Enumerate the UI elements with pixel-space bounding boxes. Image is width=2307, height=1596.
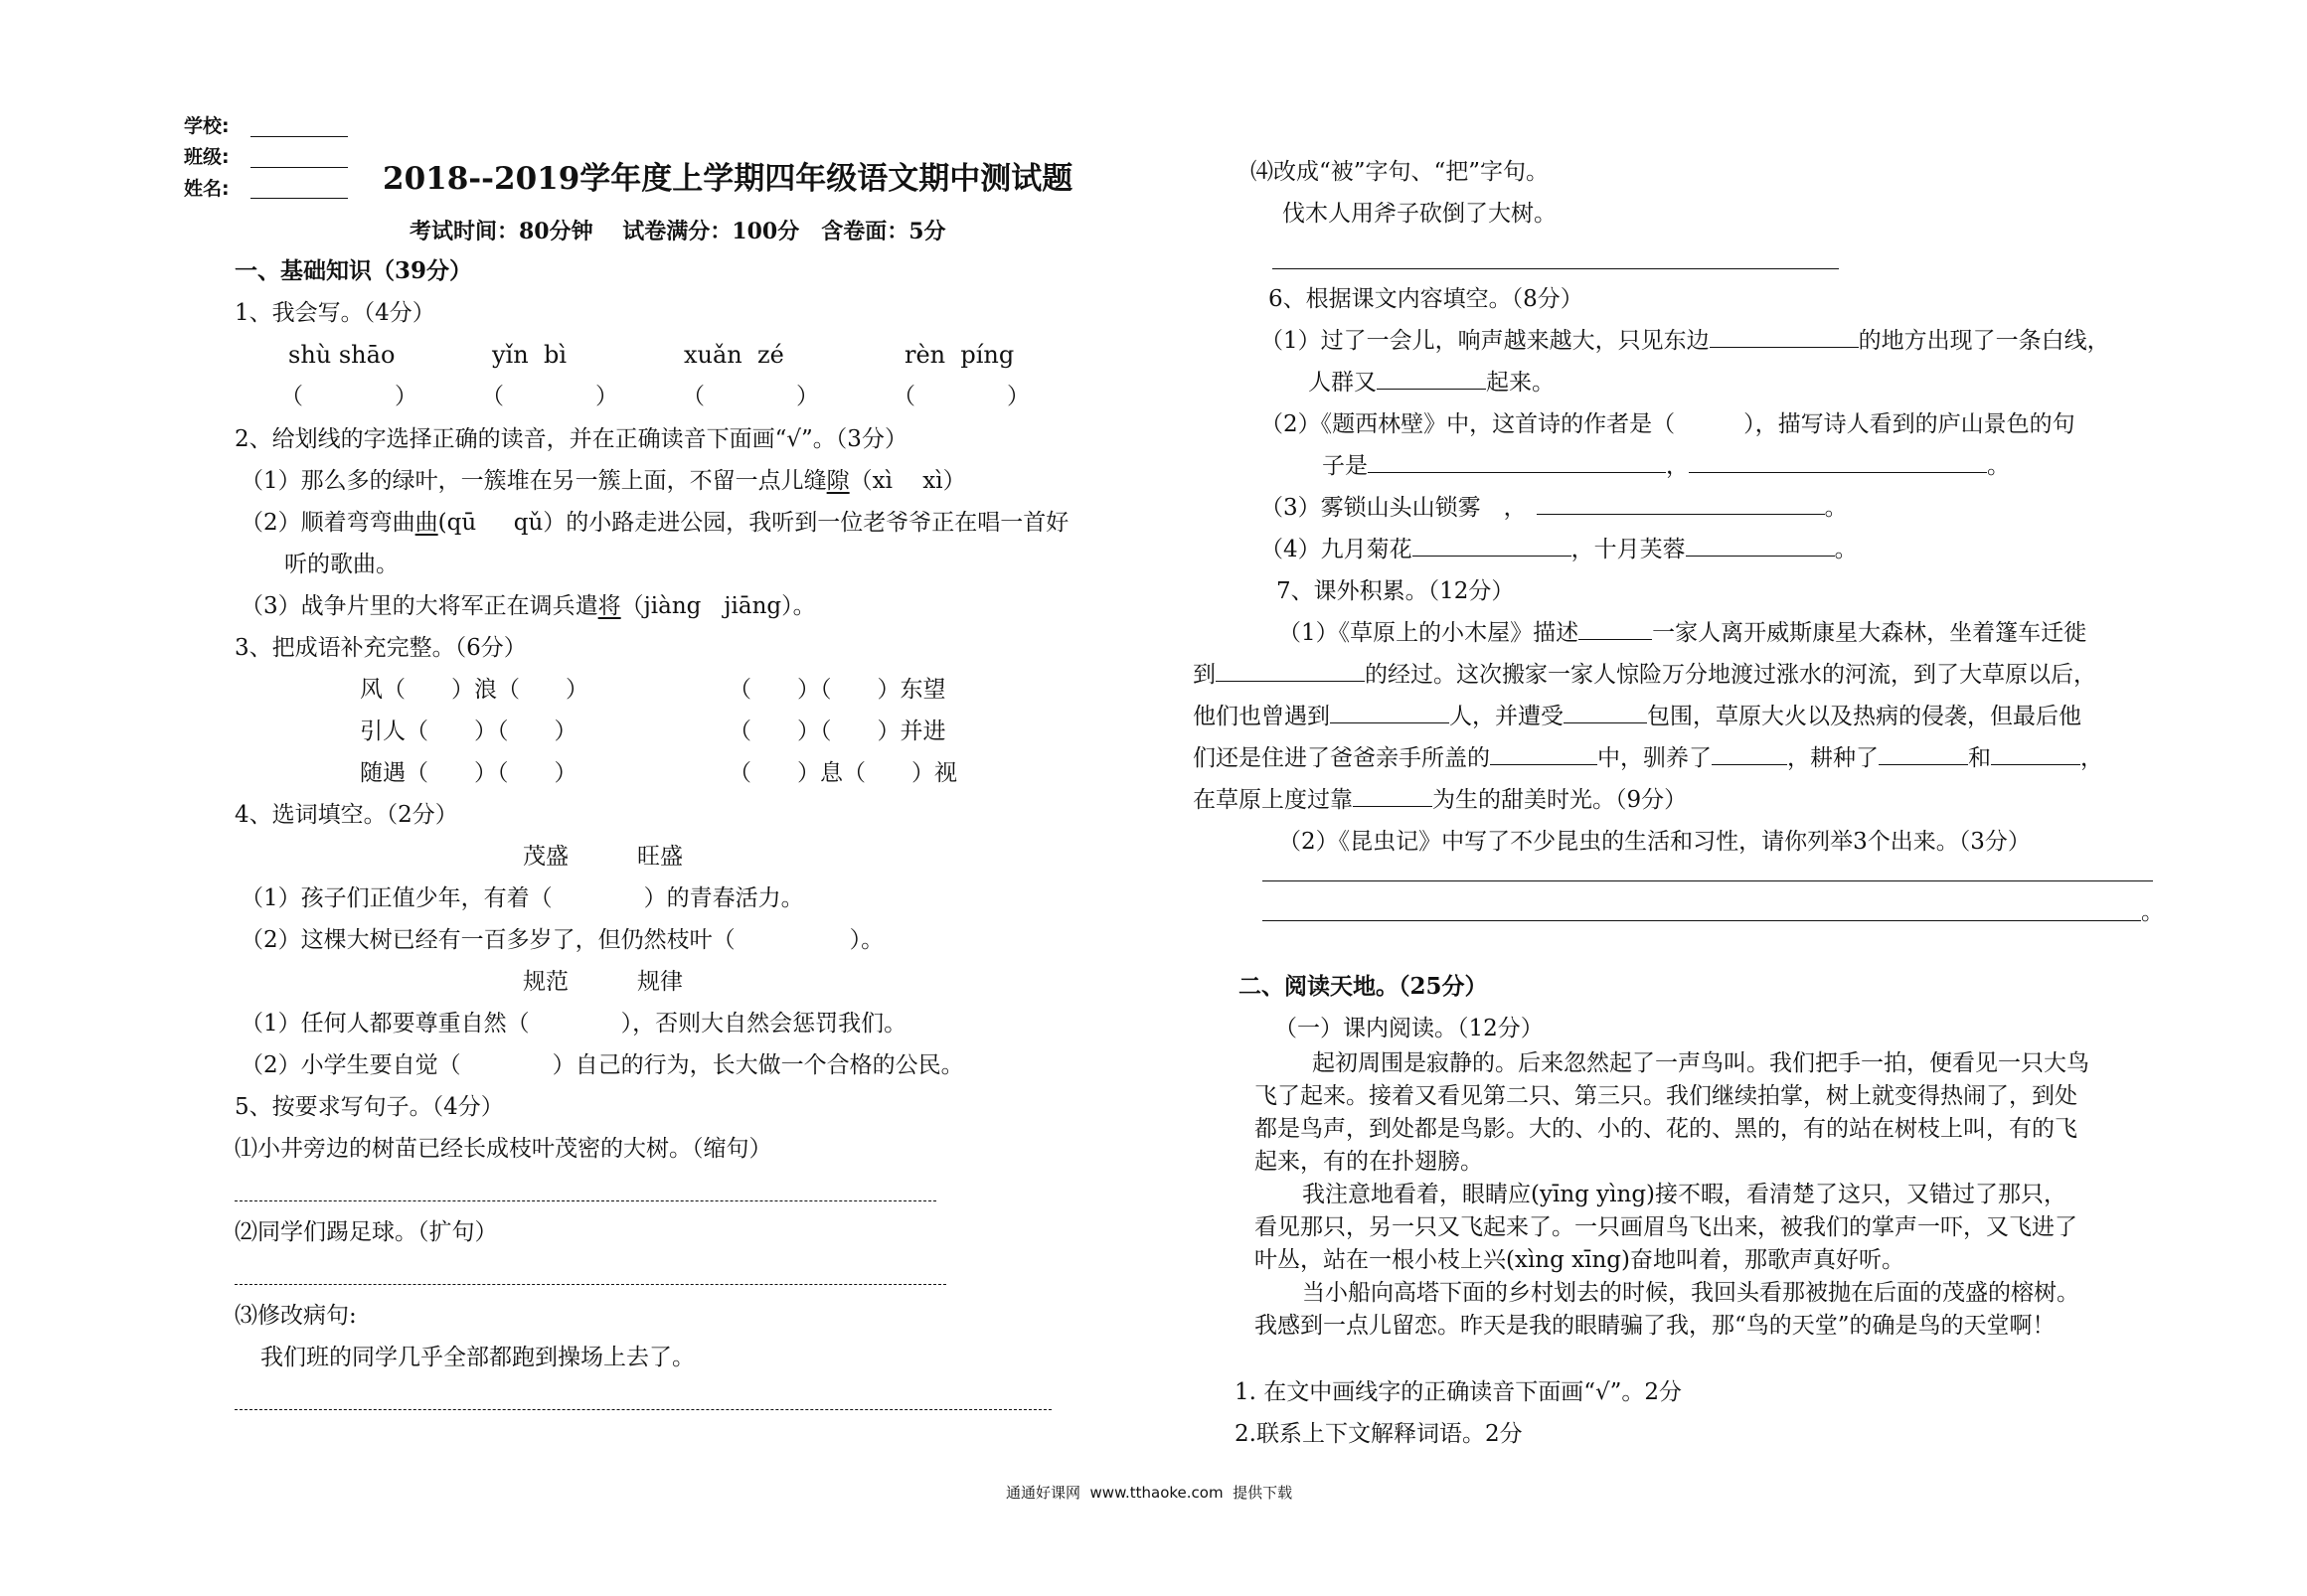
q5-1-answer-line[interactable] (235, 1200, 936, 1201)
q7-1-blank-5[interactable] (1490, 744, 1597, 765)
q6-2-text-c: ， (1666, 453, 1689, 479)
q7-item-1-line-5 (1193, 785, 1687, 815)
q6-1-text-d: 起来。 (1486, 370, 1555, 396)
q1-pinyin-2: yǐn bì (492, 341, 567, 369)
q7-1-blank-1[interactable] (1578, 619, 1652, 640)
q7-1-text-j: ，耕种了 (1787, 745, 1879, 771)
q6-3-end: 。 (1824, 495, 1848, 521)
q2-3-underlined-char: 将 (597, 593, 621, 619)
name-blank[interactable] (250, 198, 348, 199)
q1-title: 1、我会写。（4分） (235, 300, 435, 326)
idiom-1[interactable]: 风（ ）浪（ ） (360, 677, 588, 703)
passage-line-1: 起初周围是寂静的。后来忽然起了一声鸟叫。我们把手一拍，便看见一只大鸟 (1312, 1050, 2089, 1076)
q6-2-text-b: 子是 (1322, 453, 1368, 479)
passage-line-3: 都是鸟声，到处都是鸟影。大的、小的、花的、黑的，有的站在树枝上叫，有的飞 (1254, 1116, 2077, 1142)
q6-2-blank-1[interactable] (1368, 452, 1666, 473)
q5-3-sentence: 我们班的同学几乎全部都跑到操场上去了。 (260, 1345, 695, 1370)
q1-pinyin-1: shù shāo (288, 341, 396, 369)
q7-2-answer-line-1[interactable] (1262, 880, 2153, 881)
q2-2-text: （2）顺着弯弯曲 (241, 510, 415, 536)
passage-line-6: 看见那只，另一只又飞起来了。一只画眉鸟飞出来，被我们的掌声一吓，又飞进了 (1254, 1214, 2077, 1240)
q6-2-blank-2[interactable] (1689, 452, 1987, 473)
q7-1-blank-7[interactable] (1879, 744, 1968, 765)
q6-4-blank-2[interactable] (1686, 536, 1835, 557)
idiom-6[interactable]: （ ）息（ ）视 (729, 760, 957, 786)
passage-line-8: 当小船向高塔下面的乡村划去的时候，我回头看那被抛在后面的茂盛的榕树。 (1302, 1280, 2079, 1306)
q7-title: 7、课外积累。（12分） (1276, 578, 1515, 604)
q6-item-1 (1260, 326, 2110, 356)
q1-answer-3[interactable]: （ ） (682, 384, 819, 409)
q6-1-text-a: （1）过了一会儿，响声越来越大，只见东边 (1260, 328, 1710, 354)
q6-item-1-cont (1308, 368, 1555, 398)
q6-2-text-d: 。 (1987, 453, 2010, 479)
q7-2-period: 。 (2141, 899, 2164, 925)
q4-item-3[interactable]: （1）任何人都要尊重自然（ ），否则大自然会惩罚我们。 (241, 1011, 907, 1037)
idiom-2[interactable]: （ ）（ ）东望 (729, 677, 946, 703)
q2-1-underlined-char: 隙 (826, 468, 850, 494)
q5-title: 5、按要求写句子。（4分） (235, 1094, 504, 1120)
q5-item-3: ⑶修改病句: (235, 1303, 357, 1329)
q7-1-text-c: 到 (1193, 662, 1216, 688)
q6-3-text: （3）雾锁山头山锁雾 ， (1260, 495, 1527, 521)
class-blank[interactable] (250, 167, 348, 168)
q6-item-3 (1260, 493, 1848, 523)
section1-heading: 一、基础知识（39分） (235, 257, 473, 284)
q7-1-text-f: 人，并遭受 (1449, 704, 1564, 729)
q6-1-text-c: 人群又 (1308, 370, 1377, 396)
q7-1-text-a: （1）《草原上的小木屋》描述 (1278, 620, 1579, 646)
footer-source: 通通好课网 www.tthaoke.com 提供下载 (1006, 1484, 1293, 1502)
q7-1-text-l: ， (2080, 745, 2103, 771)
passage-line-4: 起来，有的在扑翅膀。 (1254, 1149, 1483, 1175)
reading1-title: （一）课内阅读。（12分） (1274, 1016, 1544, 1041)
q6-4-text-b: ，十月芙蓉 (1570, 537, 1686, 562)
q6-3-blank[interactable] (1537, 494, 1825, 515)
q5-4-answer-line[interactable] (1272, 268, 1839, 269)
q1-answer-2[interactable]: （ ） (481, 384, 618, 409)
q1-pinyin-3: xuǎn zé (684, 341, 784, 369)
q7-1-blank-9[interactable] (1353, 786, 1432, 807)
idiom-3[interactable]: 引人（ ）（ ） (360, 718, 577, 744)
passage-line-7: 叶丛，站在一根小枝上兴(xìng xīng)奋地叫着，那歌声真好听。 (1254, 1247, 1904, 1273)
q6-1-blank-1[interactable] (1710, 327, 1859, 348)
q2-2-continued: 听的歌曲。 (284, 552, 399, 577)
q7-item-1-line-4 (1193, 743, 2103, 773)
q2-1-options[interactable]: （xì xì） (849, 468, 966, 494)
q6-item-2: （2）《题西林壁》中，这首诗的作者是（ ），描写诗人看到的庐山景色的句 (1260, 411, 2075, 437)
q7-1-text-h: 们还是住进了爸爸亲手所盖的 (1193, 745, 1490, 771)
q7-1-text-m: 在草原上度过靠 (1193, 787, 1353, 813)
q4-item-4[interactable]: （2）小学生要自觉（ ）自己的行为，长大做一个合格的公民。 (241, 1052, 964, 1078)
q7-1-text-e: 他们也曾遇到 (1193, 704, 1330, 729)
q6-4-text-a: （4）九月菊花 (1260, 537, 1412, 562)
passage-line-5: 我注意地看着，眼睛应(yīng yìng)接不暇，看清楚了这只，又错过了那只， (1302, 1182, 2067, 1207)
q3-title: 3、把成语补充完整。（6分） (235, 635, 527, 661)
q6-4-blank-1[interactable] (1412, 536, 1571, 557)
passage-line-2: 飞了起来。接着又看见第二只、第三只。我们继续拍掌，树上就变得热闹了，到处 (1254, 1083, 2077, 1109)
q7-1-blank-6[interactable] (1712, 744, 1787, 765)
q4-word-options-2: 规范 规律 (523, 969, 683, 995)
q6-title: 6、根据课文内容填空。（8分） (1268, 286, 1583, 312)
q5-item-4: ⑷改成“被”字句、“把”字句。 (1250, 159, 1550, 185)
q6-item-2-cont (1322, 451, 2010, 481)
q5-item-1: ⑴小井旁边的树苗已经长成枝叶茂密的大树。（缩句） (235, 1136, 772, 1162)
q7-1-text-g: 包围，草原大火以及热病的侵袭，但最后他 (1647, 704, 2081, 729)
q7-1-blank-4[interactable] (1564, 703, 1647, 723)
q2-title: 2、给划线的字选择正确的读音，并在正确读音下面画“√”。（3分） (235, 426, 907, 452)
school-blank[interactable] (250, 136, 348, 137)
q2-3-options[interactable]: （jiàng jiāng）。 (620, 593, 816, 619)
q4-item-1[interactable]: （1）孩子们正值少年，有着（ ）的青春活力。 (241, 885, 804, 911)
reading-question-1: 1. 在文中画线字的正确读音下面画“√”。2分 (1235, 1379, 1683, 1405)
q2-item-1 (241, 466, 966, 496)
q7-1-blank-8[interactable] (1991, 744, 2080, 765)
reading-question-2: 2.联系上下文解释词语。2分 (1235, 1421, 1523, 1447)
section2-heading: 二、阅读天地。（25分） (1238, 973, 1488, 1000)
q2-item-3 (241, 591, 816, 621)
idiom-4[interactable]: （ ）（ ）并进 (729, 718, 946, 744)
name-label: 姓名: (184, 178, 230, 200)
q7-item-1-line-3 (1193, 702, 2081, 731)
q7-1-text-d: 的经过。这次搬家一家人惊险万分地渡过涨水的河流，到了大草原以后， (1365, 662, 2096, 688)
q5-item-2: ⑵同学们踢足球。（扩句） (235, 1219, 498, 1245)
q7-2-answer-line-2[interactable] (1262, 920, 2141, 921)
q7-1-text-b: 一家人离开威斯康星大森林，坐着篷车迁徙 (1652, 620, 2087, 646)
q2-3-text: （3）战争片里的大将军正在调兵遣 (241, 593, 598, 619)
q1-answer-4[interactable]: （ ） (893, 384, 1030, 409)
q1-answer-1[interactable]: （ ） (280, 384, 417, 409)
page-title: 2018--2019学年度上学期四年级语文期中测试题 (383, 161, 1073, 197)
q6-item-4 (1260, 535, 1858, 564)
q6-1-text-b: 的地方出现了一条白线， (1858, 328, 2110, 354)
q4-title: 4、选词填空。（2分） (235, 802, 458, 828)
passage-line-9: 我感到一点儿留恋。昨天是我的眼睛骗了我，那“鸟的天堂”的确是鸟的天堂啊！ (1254, 1313, 2056, 1339)
q5-2-answer-line[interactable] (235, 1284, 946, 1285)
q7-item-2: （2）《昆虫记》中写了不少昆虫的生活和习性，请你列举3个出来。（3分） (1278, 829, 2031, 855)
idiom-5[interactable]: 随遇（ ）（ ） (360, 760, 577, 786)
q2-item-2 (241, 508, 1069, 538)
q7-1-text-k: 和 (1968, 745, 1991, 771)
class-label: 班级: (184, 146, 230, 168)
exam-info: 考试时间：80分钟 试卷满分：100分 含卷面：5分 (410, 219, 946, 244)
q7-item-1-line-2 (1193, 660, 2096, 690)
school-label: 学校: (184, 115, 230, 137)
q5-3-answer-line[interactable] (235, 1409, 1052, 1410)
q7-1-blank-3[interactable] (1330, 703, 1449, 723)
q2-2-options[interactable]: (qū qǔ）的小路走进公园，我听到一位老爷爷正在唱一首好 (437, 510, 1070, 536)
q5-4-sentence: 伐木人用斧子砍倒了大树。 (1282, 201, 1557, 227)
q2-1-text: （1）那么多的绿叶，一簇堆在另一簇上面，不留一点儿缝 (241, 468, 827, 494)
q4-word-options-1: 茂盛 旺盛 (523, 844, 683, 870)
q6-1-blank-2[interactable] (1377, 369, 1486, 390)
q7-1-text-n: 为生的甜美时光。（9分） (1432, 787, 1688, 813)
q2-2-underlined-char: 曲 (414, 510, 438, 536)
q6-4-text-c: 。 (1834, 537, 1858, 562)
q1-pinyin-4: rèn píng (905, 341, 1015, 369)
q7-1-blank-2[interactable] (1216, 661, 1365, 682)
q4-item-2[interactable]: （2）这棵大树已经有一百多岁了，但仍然枝叶（ ）。 (241, 927, 885, 953)
q7-item-1-line-1 (1278, 618, 2086, 648)
q7-1-text-i: 中，驯养了 (1597, 745, 1712, 771)
